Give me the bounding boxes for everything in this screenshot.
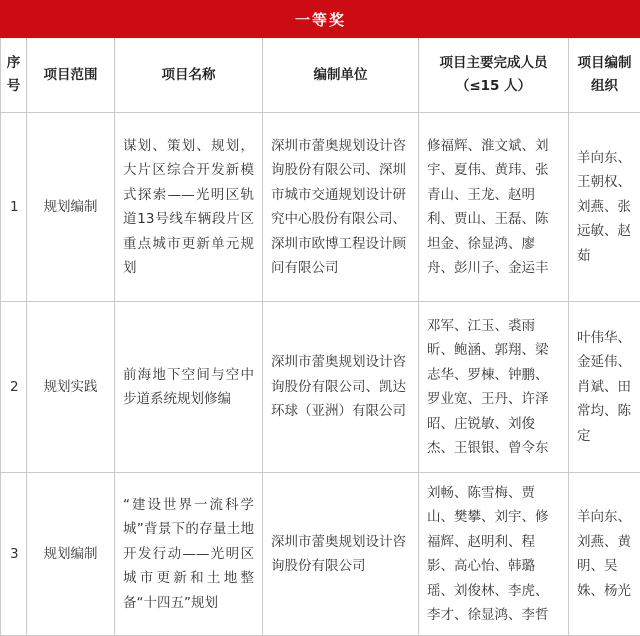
row-org: 叶伟华、金延伟、肖斌、田常均、陈定 — [569, 302, 640, 473]
row-people: 邓军、江玉、裘雨昕、鲍涵、郭翔、梁志华、罗棟、钟鹏、罗业宽、王丹、许泽昭、庄锐敏、刘俊杰、王银银、曾令东 — [419, 302, 569, 473]
header-index: 序号 — [1, 38, 27, 113]
row-index: 1 — [1, 113, 27, 302]
row-project-name: 前海地下空间与空中步道系统规划修编 — [115, 302, 263, 473]
row-category: 规划编制 — [27, 113, 115, 302]
header-unit: 编制单位 — [263, 38, 419, 113]
row-index: 2 — [1, 302, 27, 473]
row-project-name: 谋划、策划、规划，大片区综合开发新模式探索——光明区轨道13号线车辆段片区重点城市更新单元规划 — [115, 113, 263, 302]
row-unit: 深圳市蕾奥规划设计咨询股份有限公司 — [263, 473, 419, 636]
header-name: 项目名称 — [115, 38, 263, 113]
row-people: 刘畅、陈雪梅、贾山、樊攀、刘宇、修福辉、赵明利、程影、高心怡、韩璐瑶、刘俊林、李虎、李才、徐显鸿、李哲 — [419, 473, 569, 636]
award-banner-title: 一等奖 — [1, 1, 640, 38]
row-project-name: “建设世界一流科学城”背景下的存量土地开发行动——光明区城市更新和土地整备“十四五”规划 — [115, 473, 263, 636]
row-index: 3 — [1, 473, 27, 636]
award-banner-row — [1, 1, 640, 38]
table-row — [1, 302, 640, 473]
row-unit: 深圳市蕾奥规划设计咨询股份有限公司、深圳市城市交通规划设计研究中心股份有限公司、深圳市欧博工程设计顾问有限公司 — [263, 113, 419, 302]
header-category: 项目范围 — [27, 38, 115, 113]
row-category: 规划编制 — [27, 473, 115, 636]
row-people: 修福辉、淮文斌、刘宇、夏伟、黄玮、张青山、王龙、赵明利、贾山、王磊、陈坦金、徐显鸿、廖舟、彭川子、金运丰 — [419, 113, 569, 302]
table-row — [1, 473, 640, 636]
header-people: 项目主要完成人员（≤15 人） — [419, 38, 569, 113]
header-row — [1, 38, 640, 113]
table-row — [1, 113, 640, 302]
row-unit: 深圳市蕾奥规划设计咨询股份有限公司、凯达环球（亚洲）有限公司 — [263, 302, 419, 473]
row-org: 羊向东、王朝权、刘燕、张远敏、赵茹 — [569, 113, 640, 302]
row-org: 羊向东、刘燕、黄明、吴姝、杨光 — [569, 473, 640, 636]
header-org: 项目编制组织 — [569, 38, 640, 113]
row-category: 规划实践 — [27, 302, 115, 473]
